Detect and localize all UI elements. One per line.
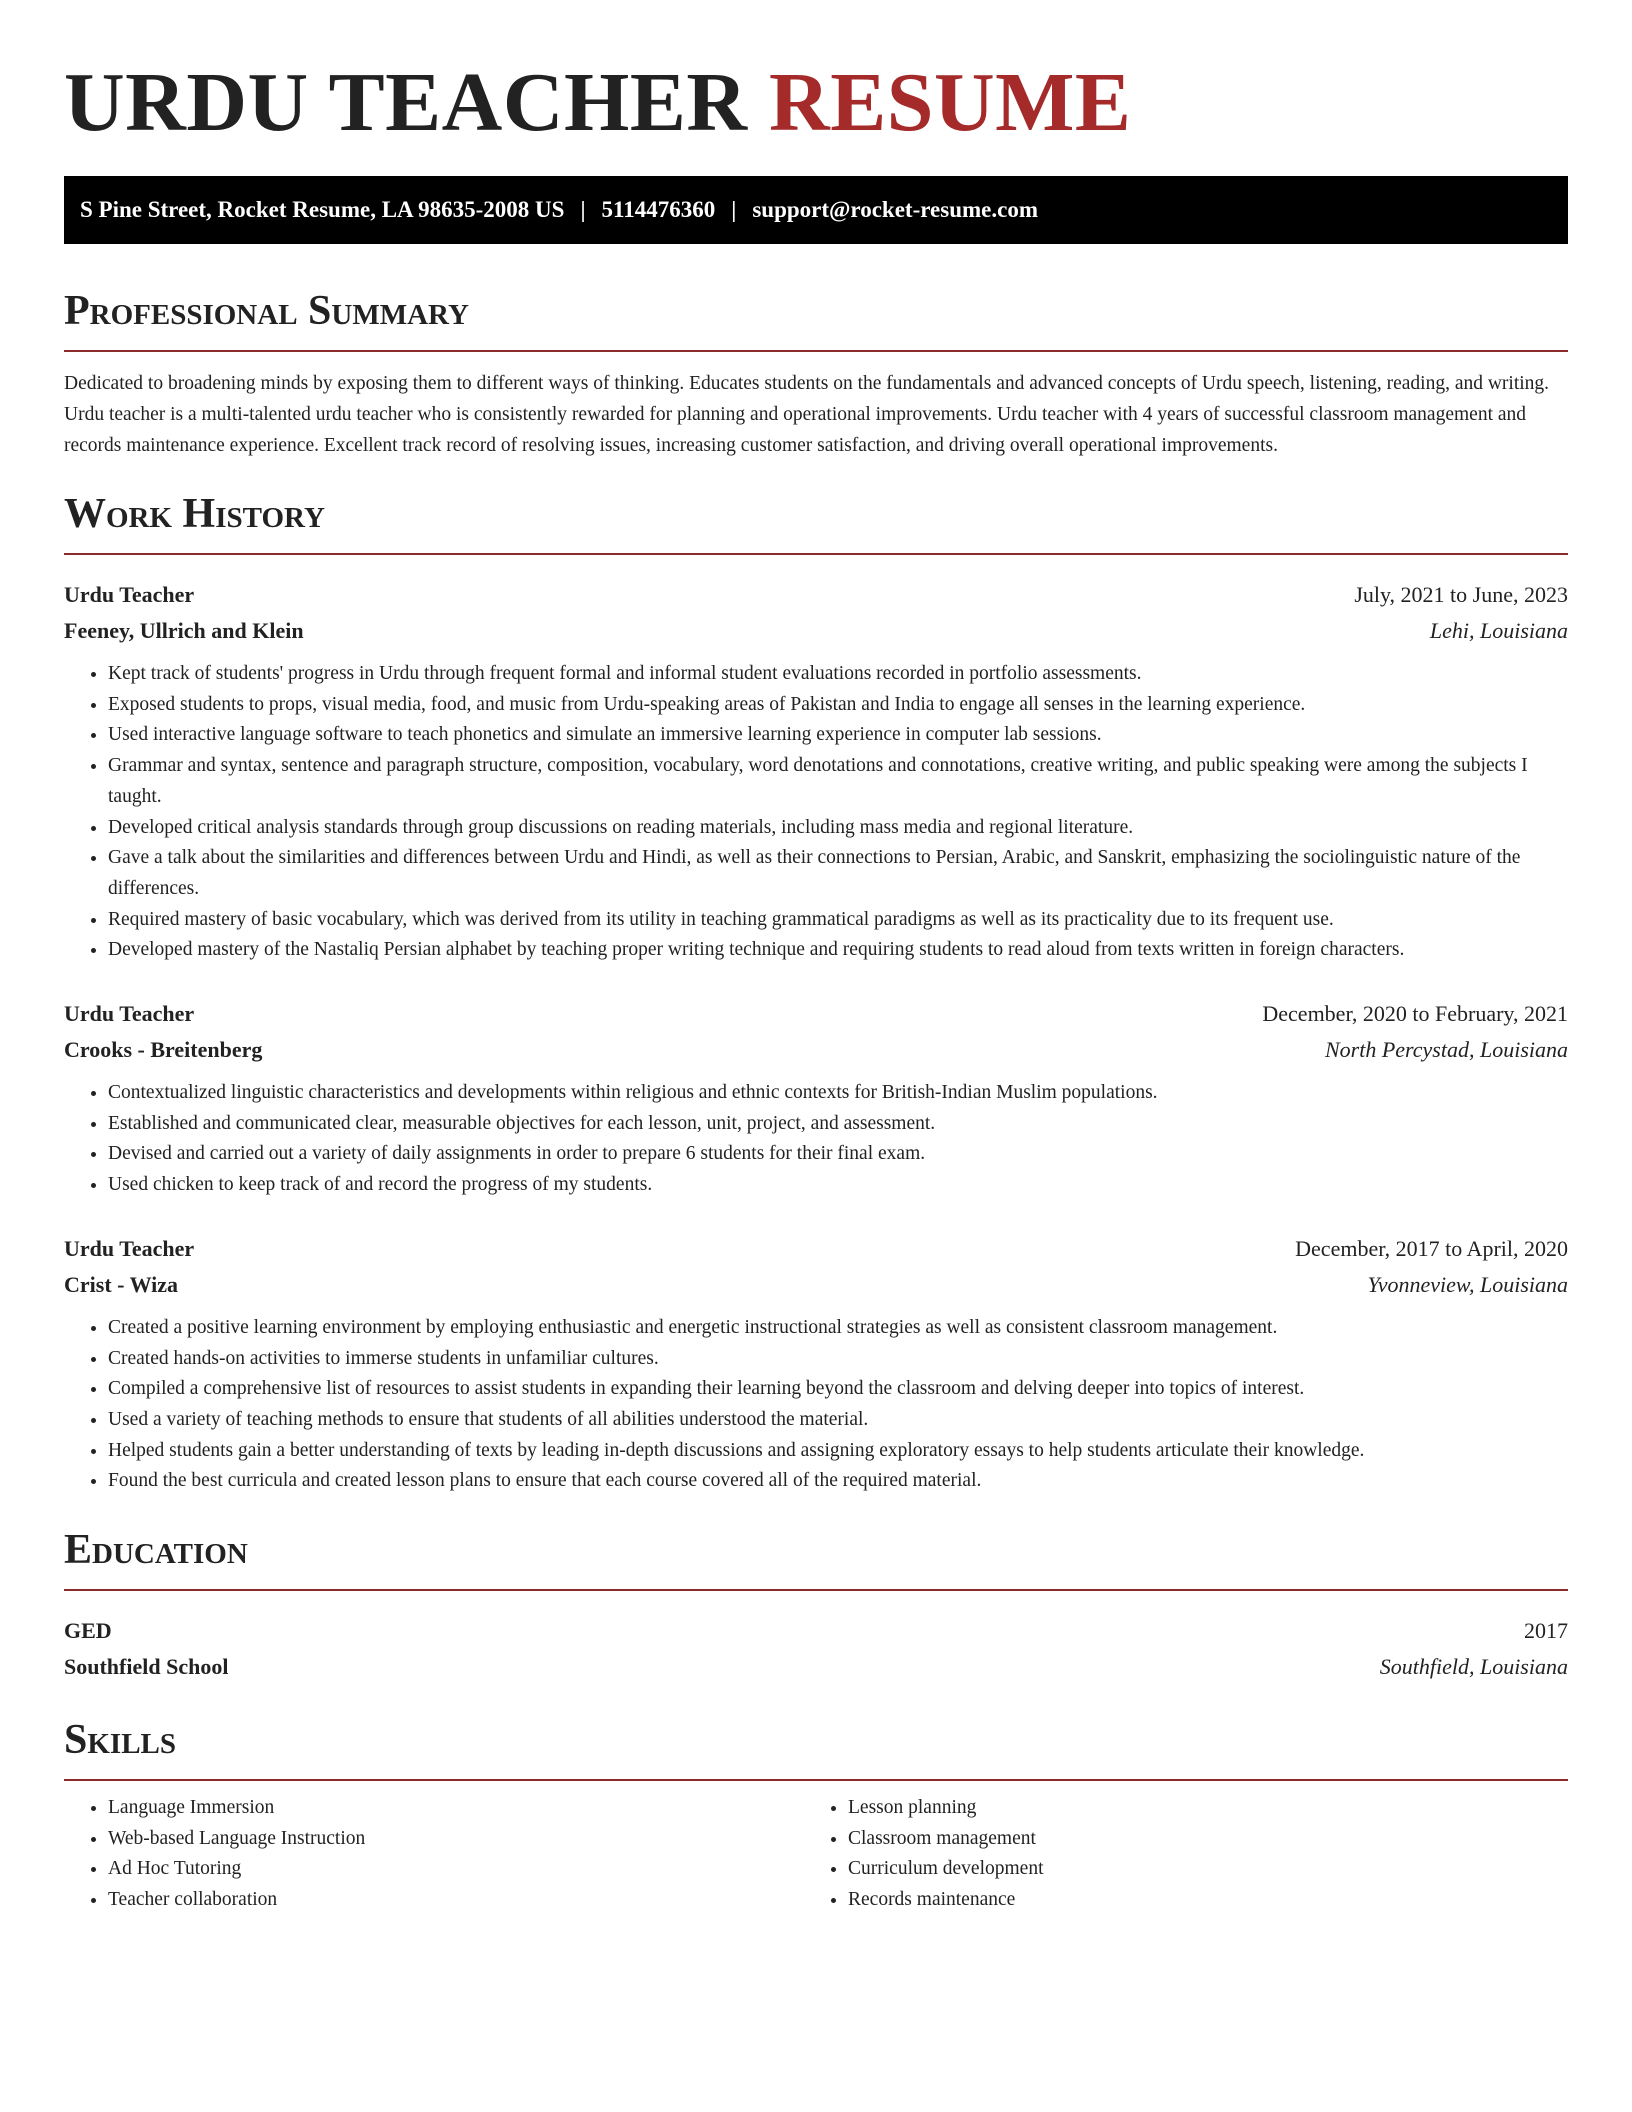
- job-title-row: [64, 996, 1568, 1032]
- work-history-section: [64, 489, 1568, 1497]
- job-company-row: [64, 613, 1568, 649]
- skill-item: • Ad Hoc Tutoring: [108, 1854, 804, 1885]
- job-bullet: • Contextualized linguistic characteristics and developments within religious and ethnic contexts for British-Indian Muslim populations.: [108, 1078, 1568, 1109]
- skill-item: • Lesson planning: [848, 1793, 1544, 1824]
- job-bullet: • Kept track of students' progress in Urdu through frequent formal and informal student evaluations recorded in portfolio assessments.: [108, 659, 1568, 690]
- title-accent: RESUME: [769, 56, 1132, 149]
- contact-separator: |: [580, 197, 586, 222]
- page-title: [64, 58, 1568, 148]
- skills-section: [64, 1715, 1568, 1915]
- education-section: [64, 1525, 1568, 1685]
- job-location: Yvonneview, Louisiana: [1367, 1271, 1568, 1297]
- job-bullet: • Developed mastery of the Nastaliq Persian alphabet by teaching proper writing technique and requiring students to read aloud from texts written in foreign characters.: [108, 935, 1568, 966]
- job-bullet: • Compiled a comprehensive list of resources to assist students in expanding their learning beyond the classroom and delving deeper into topics of interest.: [108, 1374, 1568, 1405]
- jobs-list: [64, 577, 1568, 1497]
- job-title-row: [64, 577, 1568, 613]
- job-bullets: [64, 1313, 1568, 1497]
- skill-item: • Curriculum development: [848, 1854, 1544, 1885]
- job-bullet: • Used chicken to keep track of and record the progress of my students.: [108, 1170, 1568, 1201]
- job-bullet: • Gave a talk about the similarities and differences between Urdu and Hindi, as well as their connections to Persian, Arabic, and Sanskrit, emphasizing the sociolinguistic nature of the differences.: [108, 843, 1568, 904]
- job-bullet: • Devised and carried out a variety of daily assignments in order to prepare 6 students for their final exam.: [108, 1139, 1568, 1170]
- job-bullet: • Found the best curricula and created lesson plans to ensure that each course covered all of the required material.: [108, 1466, 1568, 1497]
- skill-item: • Teacher collaboration: [108, 1885, 804, 1916]
- section-heading-summary: Professional Summary: [64, 286, 1568, 352]
- education-school: Southfield School: [64, 1654, 229, 1680]
- education-degree: GED: [64, 1618, 112, 1644]
- job-entry: [64, 996, 1568, 1201]
- education-row: [64, 1613, 1568, 1649]
- skill-item: • Web-based Language Instruction: [108, 1824, 804, 1855]
- professional-summary-section: [64, 286, 1568, 461]
- job-title-row: [64, 1231, 1568, 1267]
- job-title: Urdu Teacher: [64, 582, 195, 607]
- summary-text: Dedicated to broadening minds by exposing them to different ways of thinking. Educates students on the fundamentals and advanced concepts of Urdu speech, listening, reading, and writing. Urdu teacher is a multi-talented urdu teacher who is consistently rewarded for planning and operational improvements. Urdu teacher with 4 years of successful classroom management and records maintenance experience. Excellent track record of resolving issues, increasing customer satisfaction, and driving overall operational improvements.: [64, 373, 1550, 456]
- job-bullet: • Developed critical analysis standards through group discussions on reading materials, including mass media and regional literature.: [108, 813, 1568, 844]
- job-bullet: • Created hands-on activities to immerse students in unfamiliar cultures.: [108, 1344, 1568, 1375]
- section-heading-skills: Skills: [64, 1715, 1568, 1781]
- title-main: URDU TEACHER: [64, 56, 748, 149]
- section-heading-education: Education: [64, 1525, 1568, 1591]
- contact-email: support@rocket-resume.com: [752, 197, 1038, 222]
- job-bullets: [64, 1078, 1568, 1201]
- job-bullet: • Established and communicated clear, measurable objectives for each lesson, unit, project, and assessment.: [108, 1109, 1568, 1140]
- skills-list-left: [64, 1793, 804, 1915]
- job-bullet: • Created a positive learning environment by employing enthusiastic and energetic instructional strategies as well as consistent classroom management.: [108, 1313, 1568, 1344]
- job-bullet: • Helped students gain a better understanding of texts by leading in-depth discussions and assigning exploratory essays to help students articulate their knowledge.: [108, 1436, 1568, 1467]
- job-bullet: • Required mastery of basic vocabulary, which was derived from its utility in teaching grammatical paradigms as well as its practicality due to its frequent use.: [108, 905, 1568, 936]
- skill-item: • Records maintenance: [848, 1885, 1544, 1916]
- resume-page: [64, 0, 1568, 1915]
- contact-separator: |: [731, 197, 737, 222]
- job-title: Urdu Teacher: [64, 1001, 195, 1027]
- skills-columns: [64, 1793, 1568, 1915]
- job-company-row: [64, 1032, 1568, 1068]
- job-company: Crist - Wiza: [64, 1271, 179, 1297]
- job-bullet: • Used a variety of teaching methods to ensure that students of all abilities understood the material.: [108, 1405, 1568, 1436]
- job-entry: [64, 577, 1568, 966]
- job-dates: December, 2020 to February, 2021: [1262, 1001, 1568, 1027]
- job-company-row: [64, 1267, 1568, 1303]
- job-bullet: • Exposed students to props, visual media, food, and music from Urdu-speaking areas of Pakistan and India to engage all senses in the learning experience.: [108, 690, 1568, 721]
- job-bullet: • Used interactive language software to teach phonetics and simulate an immersive learning experience in computer lab sessions.: [108, 720, 1568, 751]
- job-location: Lehi, Louisiana: [1429, 618, 1568, 643]
- job-company: Feeney, Ullrich and Klein: [64, 618, 304, 643]
- job-company: Crooks - Breitenberg: [64, 1037, 263, 1063]
- education-year: 2017: [1524, 1618, 1568, 1644]
- education-entry: [64, 1613, 1568, 1685]
- skill-item: • Classroom management: [848, 1824, 1544, 1855]
- skill-item: • Language Immersion: [108, 1793, 804, 1824]
- contact-address: S Pine Street, Rocket Resume, LA 98635-2008 US: [80, 197, 565, 222]
- education-row: [64, 1649, 1568, 1685]
- section-heading-work: Work History: [64, 489, 1568, 555]
- job-dates: July, 2021 to June, 2023: [1354, 582, 1568, 607]
- job-location: North Percystad, Louisiana: [1324, 1037, 1568, 1063]
- job-bullets: [64, 659, 1568, 966]
- skills-list-right: [804, 1793, 1544, 1915]
- job-title: Urdu Teacher: [64, 1235, 195, 1261]
- job-bullet: • Grammar and syntax, sentence and paragraph structure, composition, vocabulary, word denotations and connotations, creative writing, and public speaking were among the subjects I taught.: [108, 751, 1568, 812]
- contact-phone: 5114476360: [601, 197, 716, 222]
- contact-bar: [64, 176, 1568, 244]
- education-location: Southfield, Louisiana: [1379, 1654, 1568, 1680]
- job-dates: December, 2017 to April, 2020: [1295, 1235, 1568, 1261]
- job-entry: [64, 1231, 1568, 1497]
